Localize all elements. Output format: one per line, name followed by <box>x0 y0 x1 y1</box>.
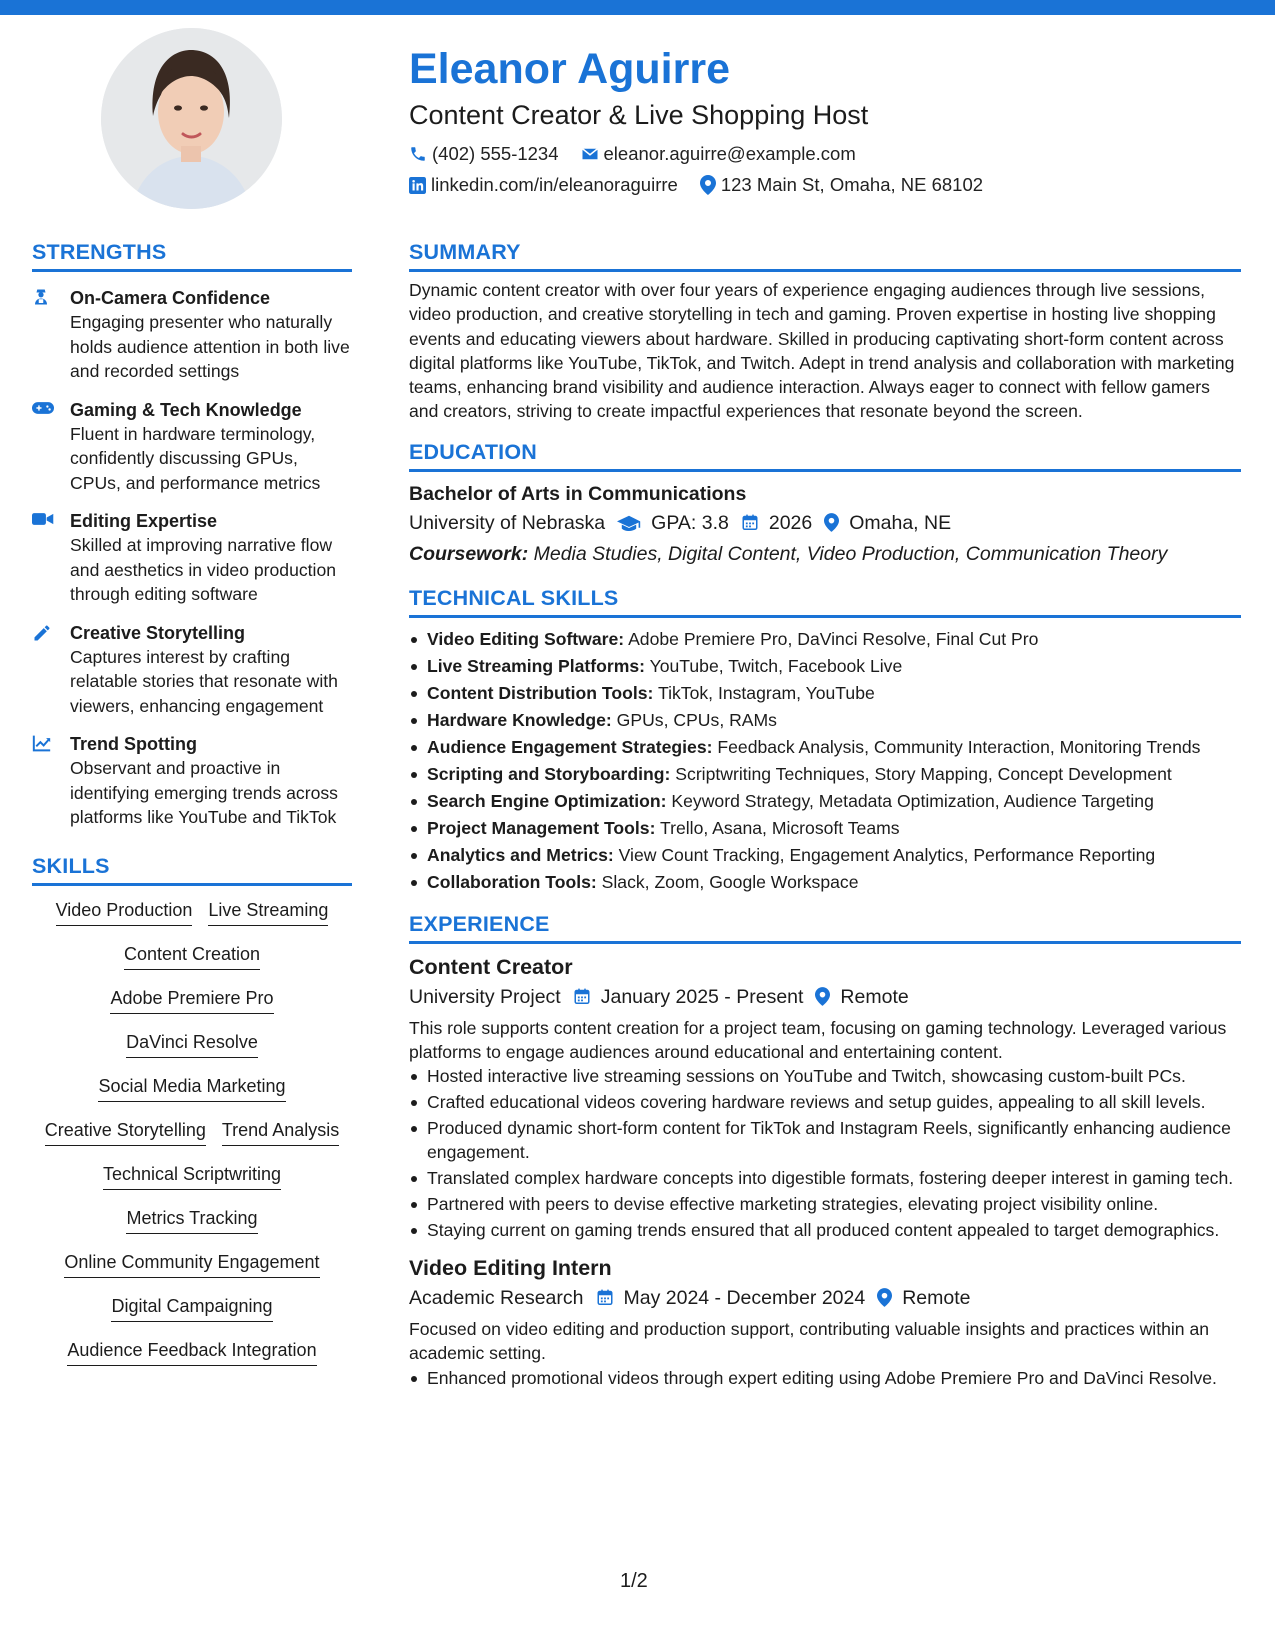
location-pin-icon <box>877 1288 892 1307</box>
job-title: Content Creator <box>409 954 573 979</box>
location-pin-icon <box>700 175 716 195</box>
strength-desc: Observant and proactive in identifying emerging trends across platforms like YouTube and TikTok <box>70 758 338 827</box>
technical-skills-list <box>409 626 1241 896</box>
contact-row-1 <box>409 142 1239 166</box>
list-item: Live Streaming Platforms: YouTube, Twitch, Facebook Live <box>409 653 1241 680</box>
candidate-name: Eleanor Aguirre <box>409 45 730 93</box>
list-item: Scripting and Storyboarding: Scriptwriting Techniques, Story Mapping, Concept Development <box>409 761 1241 788</box>
school-name: University of Nebraska <box>409 511 606 534</box>
phone-text: (402) 555-1234 <box>432 143 559 164</box>
job-location: Remote <box>815 983 908 1011</box>
job-location: Remote <box>877 1284 970 1312</box>
strength-item <box>32 732 352 830</box>
skill-tag: DaVinci Resolve <box>126 1030 258 1058</box>
list-item: Audience Engagement Strategies: Feedback Analysis, Community Interaction, Monitoring Trends <box>409 734 1241 761</box>
skill-tag: Video Production <box>56 898 193 926</box>
job-description: Focused on video editing and production support, contributing valuable insights and practices within an academic setting. <box>409 1318 1210 1364</box>
list-item: Video Editing Software: Adobe Premiere Pro, DaVinci Resolve, Final Cut Pro <box>409 626 1241 653</box>
summary-heading: SUMMARY <box>409 240 1241 272</box>
job-org: Academic Research <box>409 1286 584 1309</box>
strength-title: Gaming & Tech Knowledge <box>70 399 302 420</box>
resume-header <box>409 44 1239 197</box>
job-meta <box>409 983 1241 1011</box>
graduation-year: 2026 <box>741 509 812 537</box>
calendar-icon <box>596 1288 614 1307</box>
strengths-heading: STRENGTHS <box>32 240 352 272</box>
coursework <box>409 540 1241 568</box>
calendar-icon <box>741 513 759 532</box>
list-item: Crafted educational videos covering hardware reviews and setup guides, appealing to all skill levels. <box>409 1090 1241 1114</box>
right-column <box>409 240 1241 1391</box>
list-item: Partnered with peers to devise effective marketing strategies, elevating project visibility online. <box>409 1192 1241 1216</box>
video-camera-icon <box>32 511 54 527</box>
skill-tag: Audience Feedback Integration <box>67 1338 316 1366</box>
list-item: Translated complex hardware concepts into digestible formats, fostering deeper interest in gaming tech. <box>409 1166 1241 1190</box>
summary-text: Dynamic content creator with over four years of experience engaging audiences through live sessions, video production, and creative storytelling in tech and gaming. Proven expertise in hosting live shopping events and educating viewers about hardware. Skilled in producing captivating short-form content across digital platforms like YouTube, TikTok, and Twitch. Adept in trend analysis and collaboration with marketing teams, enhancing brand visibility and audience interaction. Always eager to connect with fellow gamers and creators, striving to create impactful experiences that resonate beyond the screen. <box>409 280 1235 422</box>
job-bullets <box>409 1366 1241 1390</box>
job-dates: May 2024 - December 2024 <box>596 1284 866 1312</box>
strength-item <box>32 286 352 384</box>
strength-item <box>32 398 352 496</box>
education-meta <box>409 509 1241 537</box>
skill-tag: Social Media Marketing <box>98 1074 285 1102</box>
skill-tag: Adobe Premiere Pro <box>110 986 273 1014</box>
strength-desc: Engaging presenter who naturally holds audience attention in both live and recorded settings <box>70 312 350 381</box>
list-item: Enhanced promotional videos through expert editing using Adobe Premiere Pro and DaVinci Resolve. <box>409 1366 1241 1390</box>
email-contact[interactable] <box>581 143 856 165</box>
degree-title: Bachelor of Arts in Communications <box>409 482 747 505</box>
linkedin-icon <box>409 177 426 194</box>
list-item: Staying current on gaming trends ensured that all produced content appealed to target demographics. <box>409 1218 1241 1242</box>
email-icon <box>581 145 599 163</box>
list-item: Content Distribution Tools: TikTok, Instagram, YouTube <box>409 680 1241 707</box>
list-item: Produced dynamic short-form content for TikTok and Instagram Reels, significantly enhancing audience engagement. <box>409 1116 1241 1165</box>
gpa: GPA: 3.8 <box>617 509 729 537</box>
pencil-icon <box>32 623 52 643</box>
calendar-icon <box>573 987 591 1006</box>
gamepad-icon <box>32 400 54 416</box>
education-location: Omaha, NE <box>824 509 951 537</box>
skill-tag: Technical Scriptwriting <box>103 1162 281 1190</box>
list-item: Analytics and Metrics: View Count Tracking, Engagement Analytics, Performance Reporting <box>409 842 1241 869</box>
skill-tag: Metrics Tracking <box>126 1206 257 1234</box>
coursework-label: Coursework: <box>409 542 529 565</box>
list-item: Hosted interactive live streaming sessions on YouTube and Twitch, showcasing custom-built PCs. <box>409 1064 1241 1088</box>
strength-title: On-Camera Confidence <box>70 288 271 308</box>
job-dates: January 2025 - Present <box>573 983 804 1011</box>
strength-title: Creative Storytelling <box>70 622 246 643</box>
strength-desc: Skilled at improving narrative flow and aesthetics in video production through editing software <box>70 535 337 604</box>
experience-heading: EXPERIENCE <box>409 912 1241 944</box>
location-pin-icon <box>815 987 830 1006</box>
email-text[interactable]: eleanor.aguirre@example.com <box>603 143 856 164</box>
linkedin-text[interactable]: linkedin.com/in/eleanoraguirre <box>431 174 678 195</box>
skill-tag: Trend Analysis <box>222 1118 339 1146</box>
linkedin-contact[interactable] <box>409 174 678 196</box>
candidate-title: Content Creator & Live Shopping Host <box>409 100 869 130</box>
strength-item <box>32 509 352 607</box>
page-number: 1/2 <box>620 1570 648 1592</box>
skills-heading: SKILLS <box>32 854 352 886</box>
left-column <box>32 240 352 1382</box>
address-text: 123 Main St, Omaha, NE 68102 <box>720 174 984 195</box>
strength-item <box>32 621 352 719</box>
strength-title: Editing Expertise <box>70 511 218 531</box>
job-description: This role supports content creation for a project team, focusing on gaming technology. Leveraged various platforms to engage audiences around educational and entertaining content. <box>409 1017 1227 1063</box>
list-item: Project Management Tools: Trello, Asana, Microsoft Teams <box>409 815 1241 842</box>
skill-tag: Content Creation <box>124 942 260 970</box>
address-contact <box>700 174 983 196</box>
strength-desc: Fluent in hardware terminology, confidently discussing GPUs, CPUs, and performance metrics <box>70 423 321 493</box>
job-meta <box>409 1284 1241 1312</box>
job-title: Video Editing Intern <box>409 1255 612 1280</box>
technical-skills-heading: TECHNICAL SKILLS <box>409 586 1241 618</box>
list-item: Collaboration Tools: Slack, Zoom, Google Workspace <box>409 869 1241 896</box>
profile-photo <box>101 28 282 209</box>
skills-list <box>32 898 352 1382</box>
strength-desc: Captures interest by crafting relatable stories that resonate with viewers, enhancing engagement <box>70 646 338 716</box>
coursework-text: Media Studies, Digital Content, Video Production, Communication Theory <box>533 542 1168 565</box>
list-item: Search Engine Optimization: Keyword Strategy, Metadata Optimization, Audience Targeting <box>409 788 1241 815</box>
location-pin-icon <box>824 513 839 532</box>
job-org: University Project <box>409 985 561 1008</box>
phone-contact <box>409 143 559 165</box>
strength-title: Trend Spotting <box>70 734 197 754</box>
graduation-cap-icon <box>617 514 641 532</box>
contact-row-2 <box>409 173 1239 197</box>
education-heading: EDUCATION <box>409 440 1241 472</box>
list-item: Hardware Knowledge: GPUs, CPUs, RAMs <box>409 707 1241 734</box>
trend-chart-icon <box>32 734 52 752</box>
phone-icon <box>409 145 427 163</box>
skill-tag: Live Streaming <box>208 898 328 926</box>
job-bullets <box>409 1064 1241 1242</box>
top-accent-bar <box>0 0 1275 15</box>
skill-tag: Creative Storytelling <box>45 1118 206 1146</box>
person-icon <box>32 288 50 306</box>
skill-tag: Online Community Engagement <box>64 1250 319 1278</box>
skill-tag: Digital Campaigning <box>111 1294 272 1322</box>
